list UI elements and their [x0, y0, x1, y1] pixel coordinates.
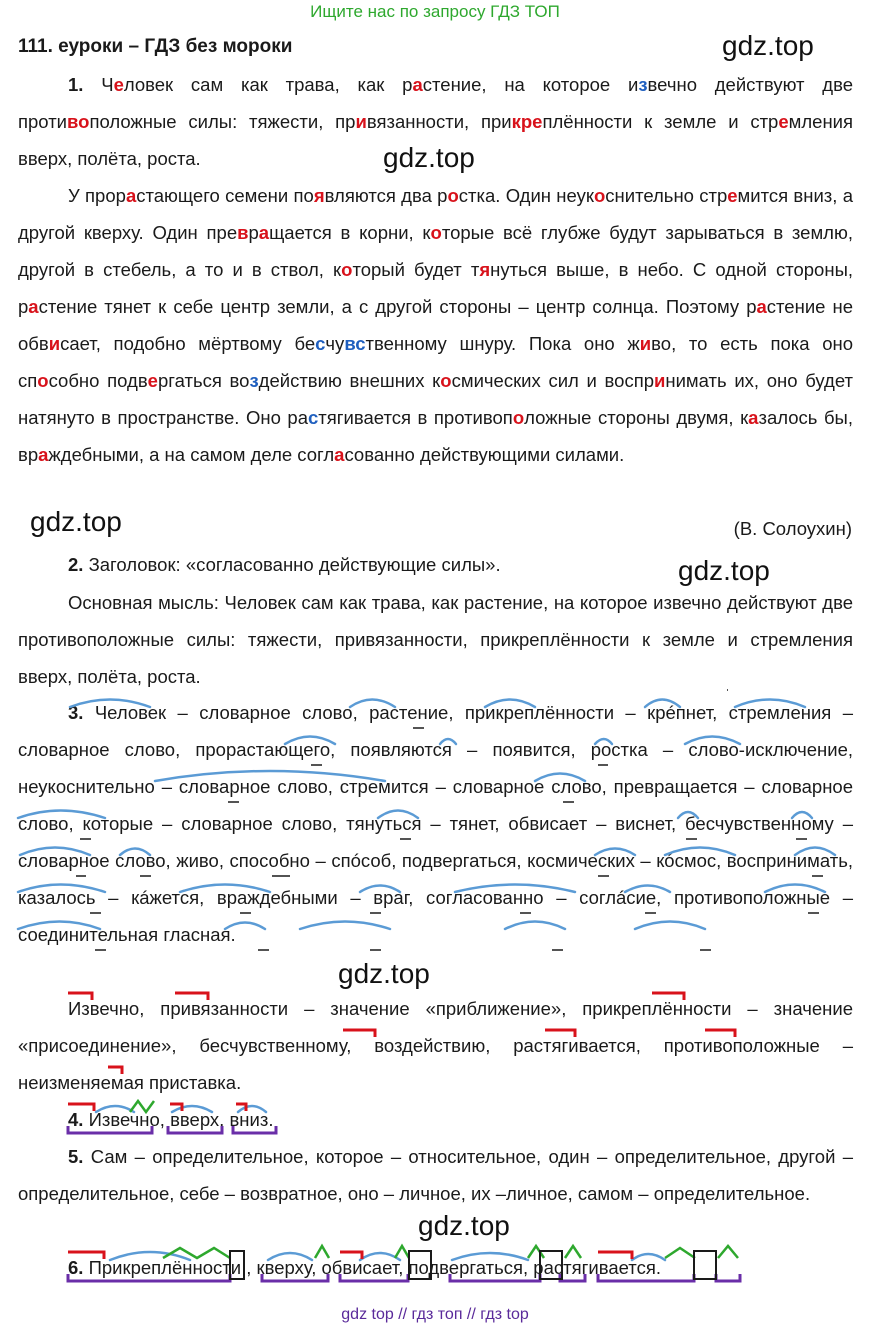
task-2-title: 2. Заголовок: «согласованно действующие силы». [68, 554, 501, 575]
footer-links: gdz top // гдз топ // гдз top [341, 1306, 529, 1323]
stem-brackets [68, 1126, 740, 1281]
watermark: gdz.top [722, 30, 814, 61]
top-banner: Ищите нас по запросу ГДЗ ТОП [310, 2, 560, 21]
page-title: 111. еуроки – ГДЗ без мороки [18, 36, 293, 57]
task-6-paragraph: 6. Прикреплённости , кверху, обвисает, подвергаться, растягивается. [68, 1257, 661, 1278]
main-idea-paragraph: Основная мысль: Человек сам как трава, как растение, на которое извечно действуют две противоположные силы: тяжести, привязанности, прикреплённости к земле и стремления вверх, полёта, роста. [18, 592, 853, 687]
watermark: gdz.top [338, 958, 430, 989]
suffix-marks [130, 1101, 738, 1258]
watermark: gdz.top [418, 1210, 510, 1241]
letter-underlines [76, 690, 823, 950]
watermark: gdz.top [30, 506, 122, 537]
watermark: gdz.top [678, 555, 770, 586]
watermark: gdz.top [383, 142, 475, 173]
text-paragraph: У прорастающего семени появляются два ростка. Один неукоснительно стремится вниз, а другой кверху. Один превращается в корни, которые всё глубже будут зарываться в землю, другой в стебель, а то и в ствол, который будет тянуться выше, в небо. С одной стороны, растение тянет к себе центр земли, а с другой стороны – центр солнца. Поэтому растение не обвисает, подобно мёртвому бесчувственному шнуру. Пока оно живо, то есть пока оно способно подвергаться воздействию внешних космических сил и воспринимать их, оно будет натянуто в пространстве. Оно растягивается в противоположные стороны двумя, казалось бы, враждебными, а на самом деле согласованно действующими силами. [18, 185, 854, 465]
task-1-paragraph: 1. Человек сам как трава, как растение, на которое извечно действуют две противоположные силы: тяжести, привязанности, прикреплённости к земле и стремления вверх, полёта, роста. [18, 74, 854, 169]
root-arcs [18, 700, 835, 1261]
author-credit: (В. Солоухин) [733, 518, 852, 539]
task-5-paragraph: 5. Сам – определительное, которое – относительное, один – определительное, другой – определительное, себе – возвратное, оно – личное, их –личное, самом – определительное. [18, 1146, 853, 1204]
task-4-paragraph: 4. Извечно, вверх, вниз. [68, 1109, 274, 1130]
prefix-paragraph: Извечно, привязанности – значение «приближение», прикреплённости – значение «присоединение», бесчувственному, воздействию, растягивается, противоположные – неизменяемая приставка. [18, 998, 853, 1093]
task-3-paragraph: 3. Человек – словарное слово, растение, прикреплённости – крéпнет, стремления – словарное слово, прорастающего, появляются – появится, ростка – слово-исключение, неукоснительно – словарное слово, стремится – словарное слово, превращается – словарное слово, которые – словарное слово, тянуться – тянет, обвисает – виснет, бесчувственному – словарное слово, живо, способно – спóсоб, подвергаться, космических – кóсмос, воспринимать, казалось – кáжется, враждебными – враг, согласованно – соглáсие, противоположные – соединительная гласная. [18, 702, 853, 945]
